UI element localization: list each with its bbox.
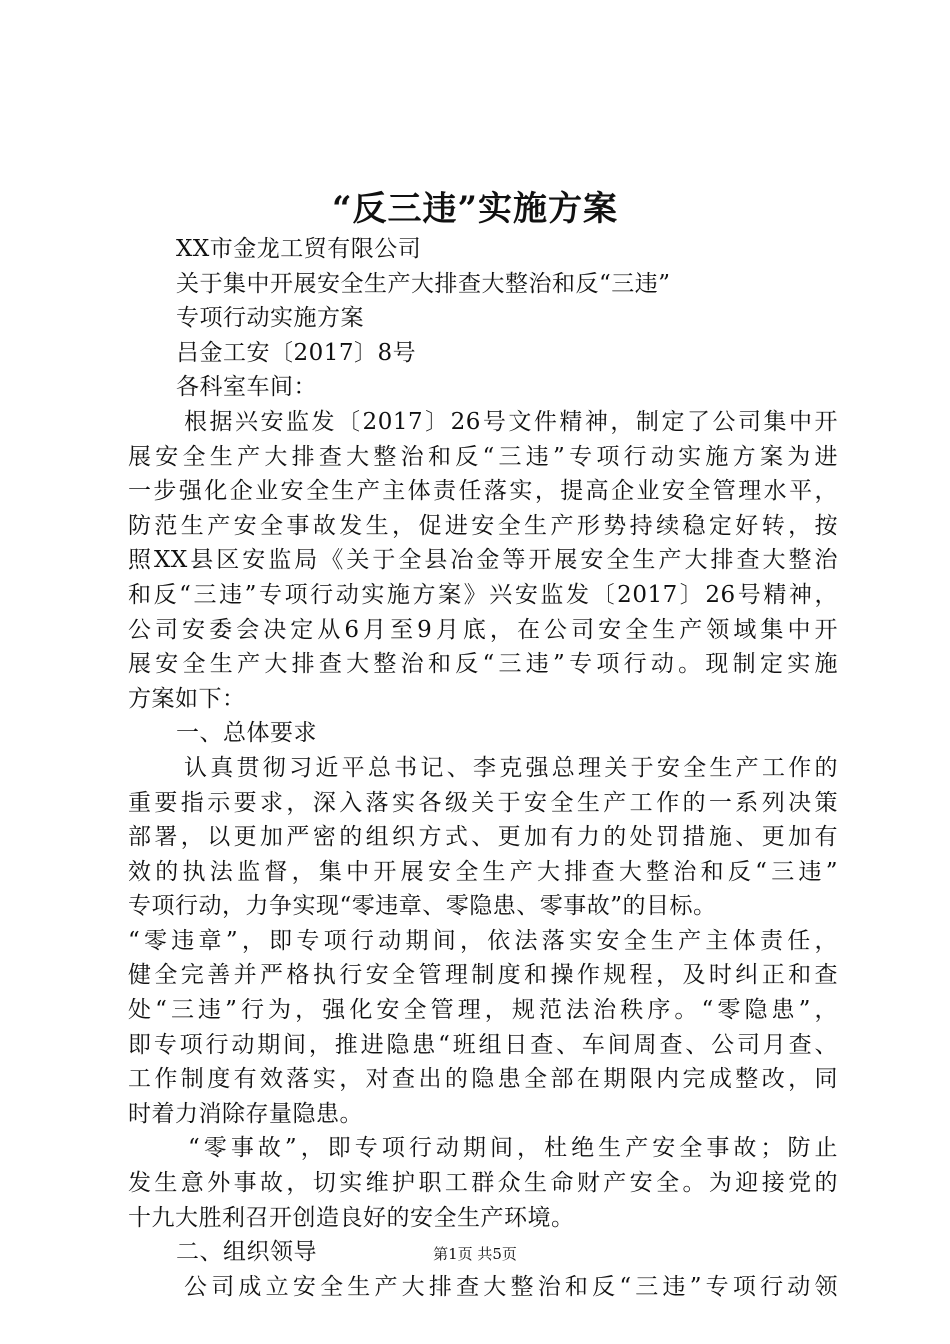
section-heading: 一、总体要求	[176, 720, 317, 747]
subject-line-2: 专项行动实施方案	[176, 305, 364, 332]
paragraph-line: 公司成立安全生产大排查大整治和反“三违”专项行动领	[184, 1273, 838, 1300]
paragraph-line: 认真贯彻习近平总书记、李克强总理关于安全生产工作的	[184, 754, 838, 781]
paragraph-line: 健全完善并严格执行安全管理制度和操作规程，及时纠正和查	[128, 962, 838, 989]
paragraph-line: 发生意外事故，切实维护职工群众生命财产安全。为迎接党的	[128, 1170, 838, 1197]
paragraph-line: 重要指示要求，深入落实各级关于安全生产工作的一系列决策	[128, 789, 838, 816]
company-name-line: XX市金龙工贸有限公司	[176, 236, 422, 262]
recipient-line: 各科室车间：	[176, 374, 317, 401]
paragraph-line: 照XX县区安监局《关于全县冶金等开展安全生产大排查大整治	[128, 547, 838, 574]
document-title: “反三违”实施方案	[331, 189, 619, 229]
paragraph-line: 效的执法监督，集中开展安全生产大排查大整治和反“三违”	[128, 858, 838, 885]
document-number-line: 吕金工安〔2017〕8号	[176, 339, 417, 366]
paragraph-line: 部署，以更加严密的组织方式、更加有力的处罚措施、更加有	[128, 824, 838, 851]
page-footer: 第1页 共5页	[433, 1245, 517, 1263]
paragraph-line: 工作制度有效落实，对查出的隐患全部在期限内完成整改，同	[128, 1066, 838, 1093]
paragraph-line: “零事故”，即专项行动期间，杜绝生产安全事故；防止	[188, 1135, 838, 1162]
paragraph-line: 时着力消除存量隐患。	[128, 1100, 363, 1127]
paragraph-line: 处“三违”行为，强化安全管理，规范法治秩序。“零隐患”，	[128, 997, 838, 1024]
paragraph-line: 和反“三违”专项行动实施方案》兴安监发〔2017〕26号精神，	[128, 581, 838, 608]
paragraph-line: 展安全生产大排查大整治和反“三违”专项行动实施方案为进	[128, 443, 838, 470]
section-heading: 二、组织领导	[176, 1239, 317, 1266]
subject-line-1: 关于集中开展安全生产大排查大整治和反“三违”	[176, 270, 671, 297]
paragraph-line: 根据兴安监发〔2017〕26号文件精神，制定了公司集中开	[184, 408, 838, 435]
paragraph-line: 十九大胜利召开创造良好的安全生产环境。	[128, 1204, 575, 1231]
paragraph-line: 专项行动，力争实现“零违章、零隐患、零事故”的目标。	[128, 893, 717, 920]
paragraph-line: 方案如下：	[128, 685, 246, 712]
document-body	[128, 232, 838, 1304]
paragraph-line: 公司安委会决定从6月至9月底，在公司安全生产领域集中开	[128, 616, 838, 643]
paragraph-line: 展安全生产大排查大整治和反“三违”专项行动。现制定实施	[128, 651, 838, 678]
paragraph-line: 即专项行动期间，推进隐患“班组日查、车间周查、公司月查、	[128, 1031, 838, 1058]
paragraph-line: 防范生产安全事故发生，促进安全生产形势持续稳定好转，按	[128, 512, 838, 539]
paragraph-line: 一步强化企业安全生产主体责任落实，提高企业安全管理水平，	[128, 478, 838, 505]
paragraph-line: “零违章”，即专项行动期间，依法落实安全生产主体责任，	[128, 927, 838, 954]
